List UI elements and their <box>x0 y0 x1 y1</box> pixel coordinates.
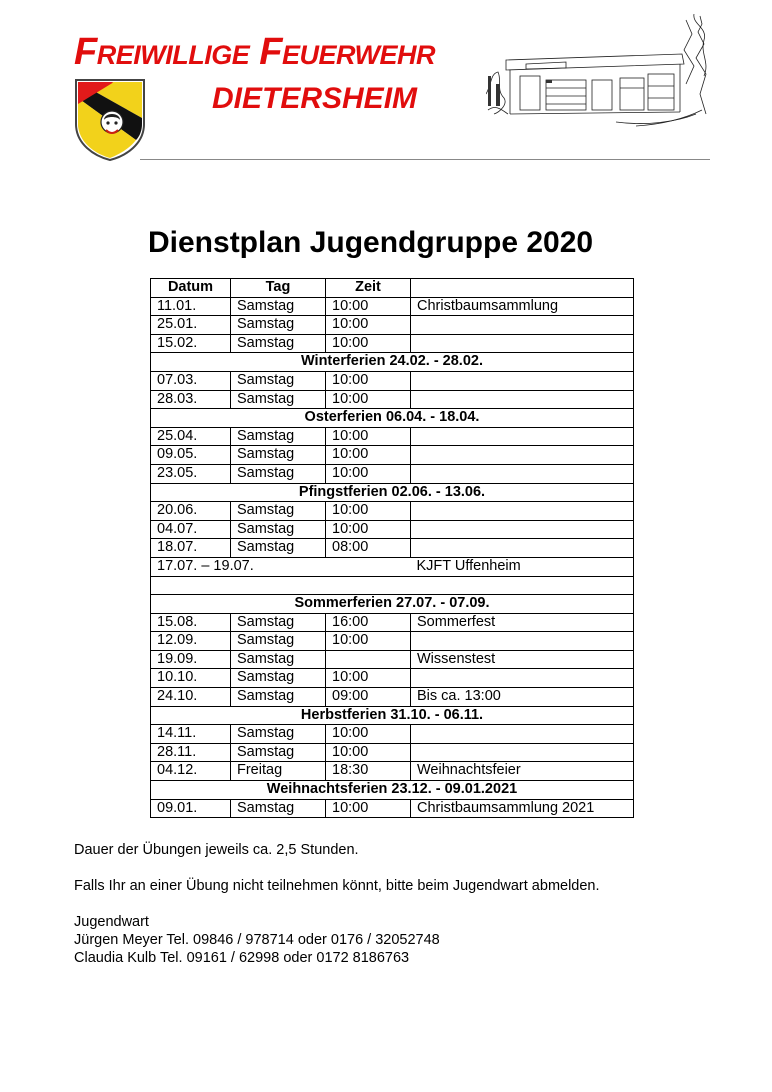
day-cell: Samstag <box>231 427 326 446</box>
holiday-row <box>151 706 634 725</box>
day-cell: Freitag <box>231 762 326 781</box>
date-cell: 15.08. <box>151 613 231 632</box>
event-cell <box>411 520 634 539</box>
table-row <box>151 334 634 353</box>
table-row <box>151 539 634 558</box>
date-cell: 10.10. <box>151 669 231 688</box>
date-cell: 24.10. <box>151 688 231 707</box>
table-row <box>151 557 634 576</box>
event-cell: Sommerfest <box>411 613 634 632</box>
blank-row <box>151 576 634 595</box>
date-cell: 20.06. <box>151 502 231 521</box>
event-cell: Wissenstest <box>411 650 634 669</box>
coat-of-arms-icon <box>74 78 146 162</box>
event-cell <box>411 539 634 558</box>
absence-note: Falls Ihr an einer Übung nicht teilnehmen könnt, bitte beim Jugendwart abmelden. <box>74 878 600 894</box>
contact-juergen-meyer: Jürgen Meyer Tel. 09846 / 978714 oder 0176 / 32052748 <box>74 932 440 948</box>
date-cell: 28.03. <box>151 390 231 409</box>
table-row <box>151 688 634 707</box>
contact-claudia-kulb: Claudia Kulb Tel. 09161 / 62998 oder 0172 8186763 <box>74 950 410 966</box>
date-cell: 04.07. <box>151 520 231 539</box>
table-row <box>151 427 634 446</box>
day-cell: Samstag <box>231 613 326 632</box>
table-row <box>151 316 634 335</box>
schedule-table <box>150 278 634 818</box>
holiday-row <box>151 595 634 614</box>
time-cell: 10:00 <box>326 316 411 335</box>
date-cell: 09.01. <box>151 799 231 818</box>
date-cell: 28.11. <box>151 743 231 762</box>
table-row <box>151 743 634 762</box>
table-row <box>151 502 634 521</box>
table-header-row <box>151 279 634 298</box>
date-range-cell: 17.07. – 19.07. <box>151 557 411 576</box>
table-row <box>151 464 634 483</box>
event-cell: Weihnachtsfeier <box>411 762 634 781</box>
org-name: Freiwillige Feuerwehr <box>74 31 435 73</box>
time-cell <box>326 650 411 669</box>
time-cell: 10:00 <box>326 725 411 744</box>
date-cell: 14.11. <box>151 725 231 744</box>
holiday-label: Herbstferien 31.10. - 06.11. <box>151 706 634 725</box>
day-cell: Samstag <box>231 743 326 762</box>
event-cell <box>411 464 634 483</box>
holiday-row <box>151 353 634 372</box>
time-cell: 16:00 <box>326 613 411 632</box>
table-row <box>151 669 634 688</box>
time-cell: 10:00 <box>326 371 411 390</box>
event-cell <box>411 371 634 390</box>
date-cell: 09.05. <box>151 446 231 465</box>
day-cell: Samstag <box>231 725 326 744</box>
event-cell <box>411 669 634 688</box>
time-cell: 08:00 <box>326 539 411 558</box>
event-cell: Christbaumsammlung 2021 <box>411 799 634 818</box>
table-row <box>151 799 634 818</box>
event-cell <box>411 743 634 762</box>
table-row <box>151 762 634 781</box>
date-cell: 18.07. <box>151 539 231 558</box>
page-title: Dienstplan Jugendgruppe 2020 <box>148 226 594 259</box>
time-cell: 10:00 <box>326 799 411 818</box>
event-cell: Christbaumsammlung <box>411 297 634 316</box>
day-cell: Samstag <box>231 632 326 651</box>
org-location: DIETERSHEIM <box>212 82 418 115</box>
contact-heading: Jugendwart <box>74 914 149 930</box>
time-cell: 10:00 <box>326 632 411 651</box>
event-cell <box>411 725 634 744</box>
day-cell: Samstag <box>231 446 326 465</box>
day-cell: Samstag <box>231 539 326 558</box>
event-cell <box>411 427 634 446</box>
table-row <box>151 725 634 744</box>
time-cell: 18:30 <box>326 762 411 781</box>
duration-note: Dauer der Übungen jeweils ca. 2,5 Stunden. <box>74 842 359 858</box>
event-cell <box>411 502 634 521</box>
holiday-row <box>151 409 634 428</box>
time-cell: 10:00 <box>326 297 411 316</box>
day-cell: Samstag <box>231 316 326 335</box>
event-cell <box>411 334 634 353</box>
day-cell: Samstag <box>231 464 326 483</box>
time-cell: 09:00 <box>326 688 411 707</box>
time-cell: 10:00 <box>326 743 411 762</box>
date-cell: 23.05. <box>151 464 231 483</box>
day-cell: Samstag <box>231 390 326 409</box>
time-cell: 10:00 <box>326 334 411 353</box>
event-cell <box>411 446 634 465</box>
header-divider <box>140 159 710 160</box>
table-row <box>151 446 634 465</box>
day-cell: Samstag <box>231 688 326 707</box>
holiday-label: Pfingstferien 02.06. - 13.06. <box>151 483 634 502</box>
column-header-event <box>411 279 634 298</box>
holiday-label: Winterferien 24.02. - 28.02. <box>151 353 634 372</box>
table-row <box>151 650 634 669</box>
day-cell: Samstag <box>231 520 326 539</box>
column-header-tag: Tag <box>231 279 326 298</box>
date-cell: 11.01. <box>151 297 231 316</box>
time-cell: 10:00 <box>326 669 411 688</box>
time-cell: 10:00 <box>326 502 411 521</box>
day-cell: Samstag <box>231 371 326 390</box>
date-cell: 15.02. <box>151 334 231 353</box>
table-row <box>151 520 634 539</box>
table-row <box>151 613 634 632</box>
table-row <box>151 632 634 651</box>
date-cell: 04.12. <box>151 762 231 781</box>
event-cell <box>411 390 634 409</box>
date-cell: 25.01. <box>151 316 231 335</box>
date-cell: 19.09. <box>151 650 231 669</box>
table-row <box>151 371 634 390</box>
fire-station-drawing <box>486 14 712 130</box>
event-cell: KJFT Uffenheim <box>411 557 634 576</box>
day-cell: Samstag <box>231 502 326 521</box>
holiday-row <box>151 483 634 502</box>
date-cell: 07.03. <box>151 371 231 390</box>
time-cell: 10:00 <box>326 390 411 409</box>
table-row <box>151 390 634 409</box>
event-cell <box>411 632 634 651</box>
day-cell: Samstag <box>231 334 326 353</box>
date-cell: 12.09. <box>151 632 231 651</box>
column-header-zeit: Zeit <box>326 279 411 298</box>
table-row <box>151 297 634 316</box>
column-header-datum: Datum <box>151 279 231 298</box>
time-cell: 10:00 <box>326 427 411 446</box>
blank-cell <box>151 576 634 595</box>
holiday-label: Weihnachtsferien 23.12. - 09.01.2021 <box>151 781 634 800</box>
day-cell: Samstag <box>231 297 326 316</box>
holiday-label: Sommerferien 27.07. - 07.09. <box>151 595 634 614</box>
day-cell: Samstag <box>231 799 326 818</box>
event-cell <box>411 316 634 335</box>
day-cell: Samstag <box>231 650 326 669</box>
time-cell: 10:00 <box>326 464 411 483</box>
day-cell: Samstag <box>231 669 326 688</box>
time-cell: 10:00 <box>326 446 411 465</box>
time-cell: 10:00 <box>326 520 411 539</box>
date-cell: 25.04. <box>151 427 231 446</box>
event-cell: Bis ca. 13:00 <box>411 688 634 707</box>
holiday-row <box>151 781 634 800</box>
holiday-label: Osterferien 06.04. - 18.04. <box>151 409 634 428</box>
